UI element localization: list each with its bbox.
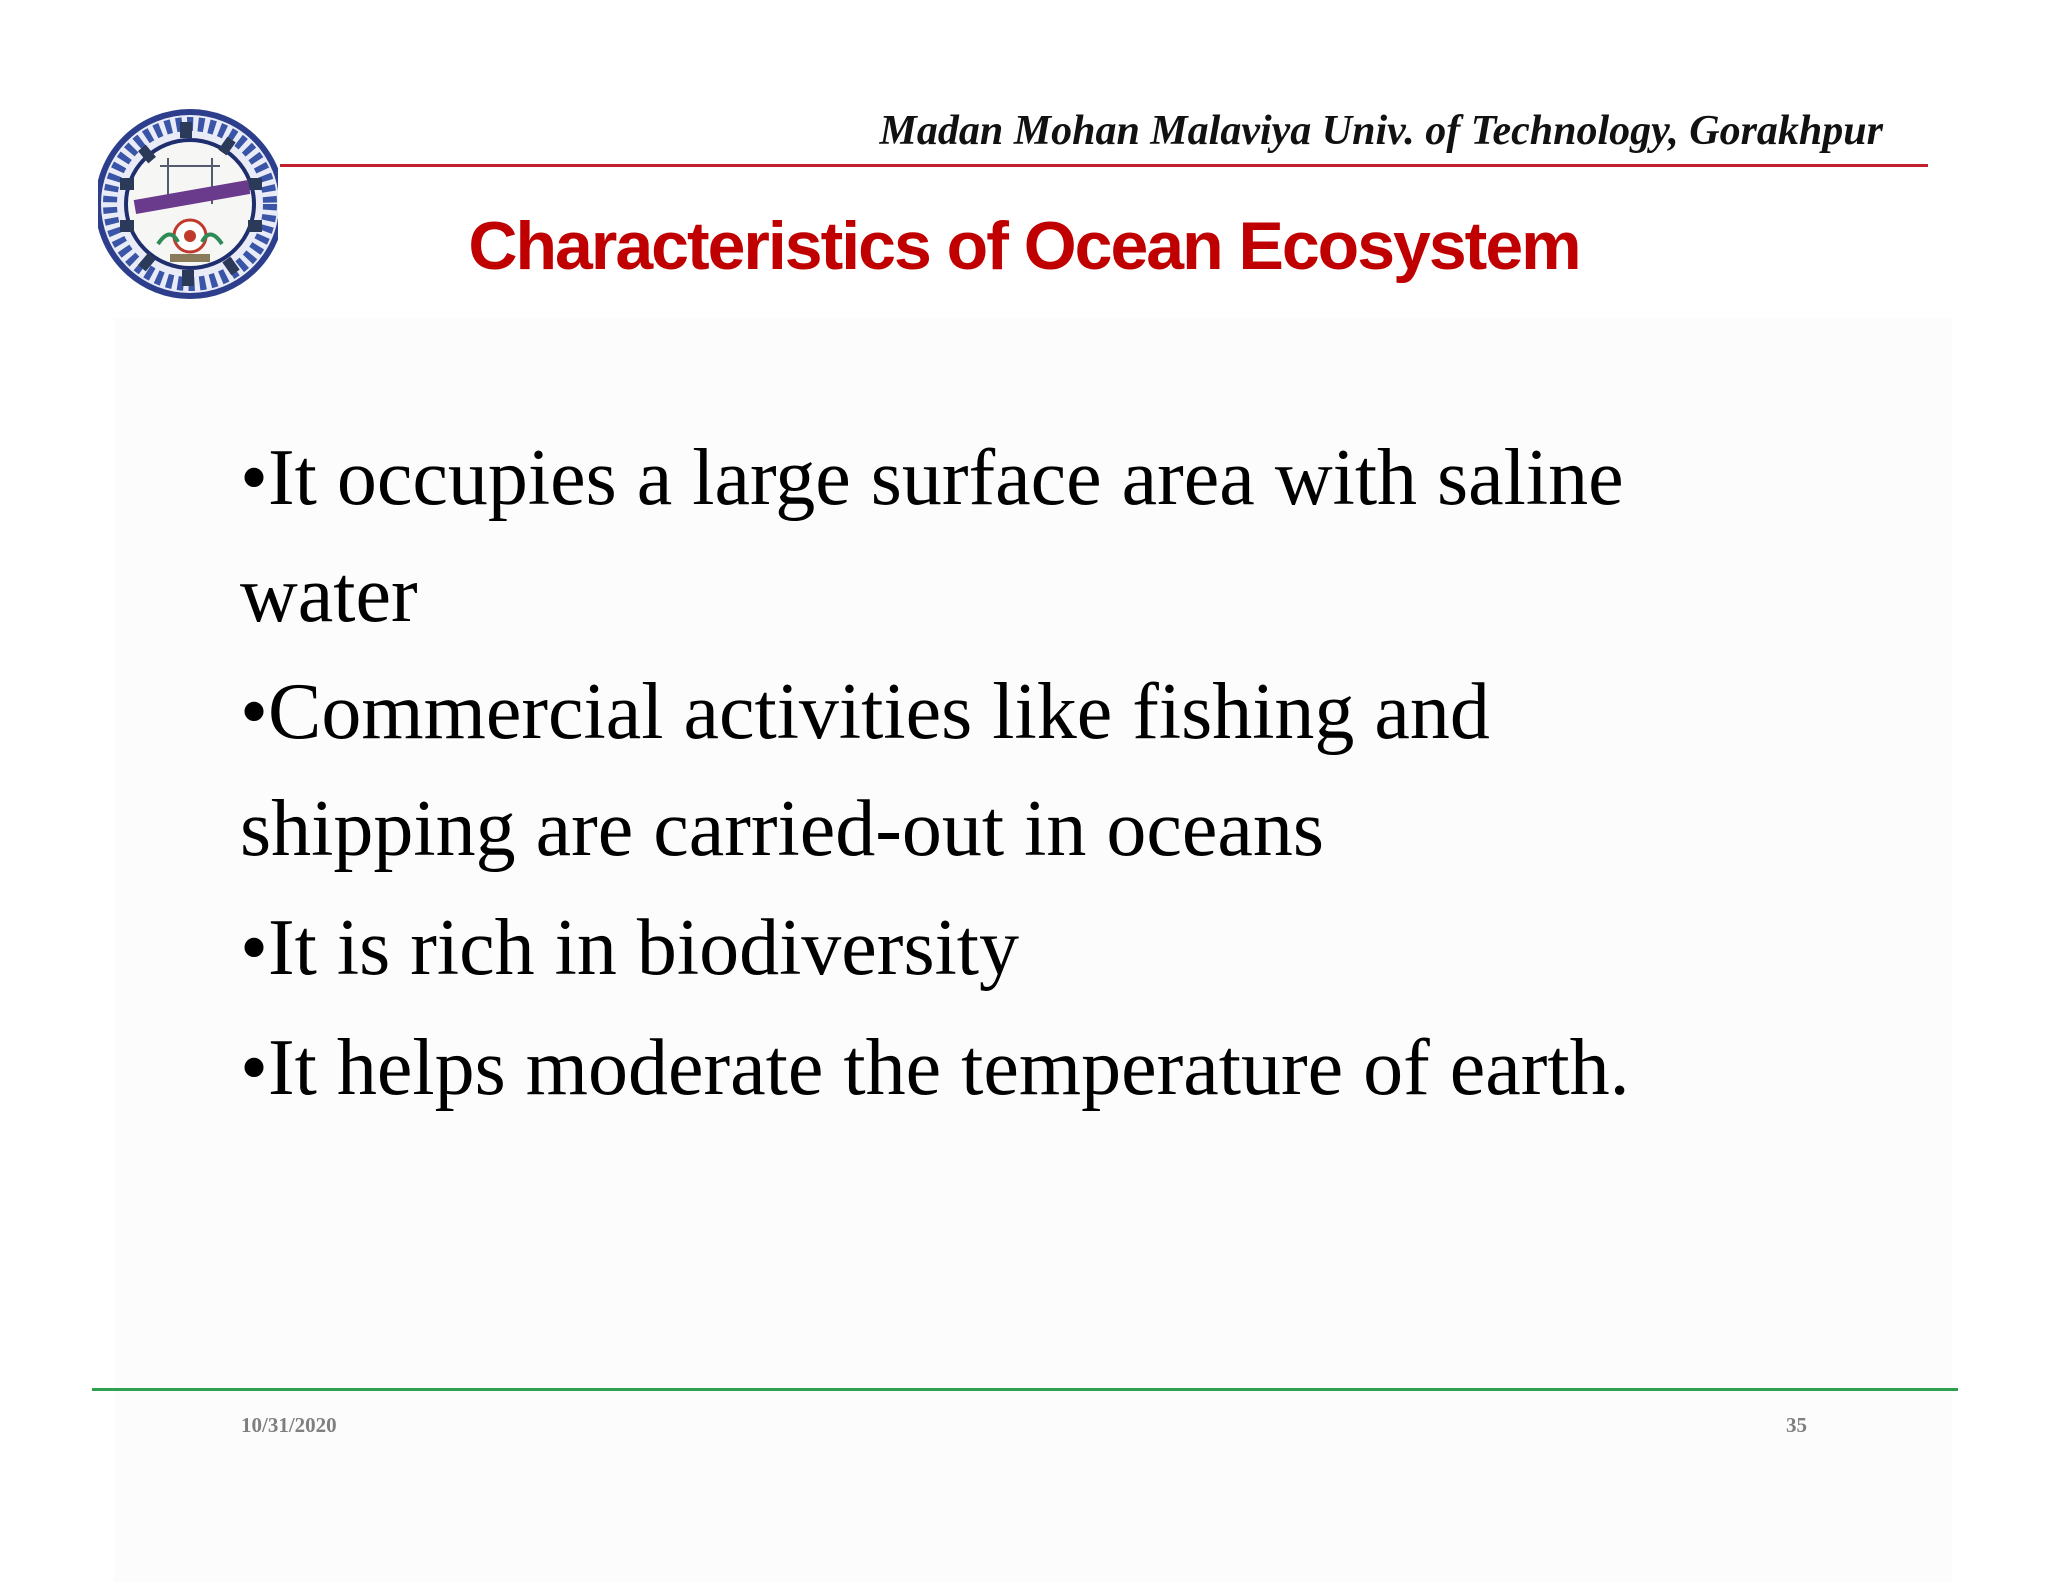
bullet-item-4 [240, 1008, 1800, 1128]
bullet-text: water [240, 551, 418, 639]
footer-divider [92, 1388, 1958, 1391]
slide-title: Characteristics of Ocean Ecosystem [468, 208, 1580, 284]
university-logo [98, 94, 278, 300]
bullet-icon: • [240, 434, 269, 522]
bullet-text: It occupies a large surface area with saline [268, 434, 1624, 522]
bullet-item-2-line-2 [240, 771, 1800, 888]
bullet-text: Commercial activities like fishing and [268, 668, 1490, 756]
header-divider [280, 164, 1928, 167]
bullet-icon: • [240, 904, 269, 992]
university-seal-icon [98, 94, 278, 300]
bullet-item-1-line-1 [240, 420, 1800, 537]
bullet-item-2-line-1 [240, 654, 1800, 771]
university-name: Madan Mohan Malaviya Univ. of Technology, Gorakhpur [879, 108, 1883, 154]
bullet-list [240, 420, 1800, 1128]
footer-date: 10/31/2020 [241, 1413, 337, 1437]
bullet-item-1-line-2 [240, 537, 1800, 654]
bullet-text: It is rich in biodiversity [268, 904, 1020, 992]
bullet-text: shipping are carried-out in oceans [240, 785, 1325, 873]
bullet-icon: • [240, 668, 269, 756]
bullet-icon: • [240, 1024, 269, 1112]
bullet-item-3 [240, 888, 1800, 1008]
bullet-text: It helps moderate the temperature of earth. [268, 1024, 1630, 1112]
page-number: 35 [1786, 1413, 1807, 1437]
